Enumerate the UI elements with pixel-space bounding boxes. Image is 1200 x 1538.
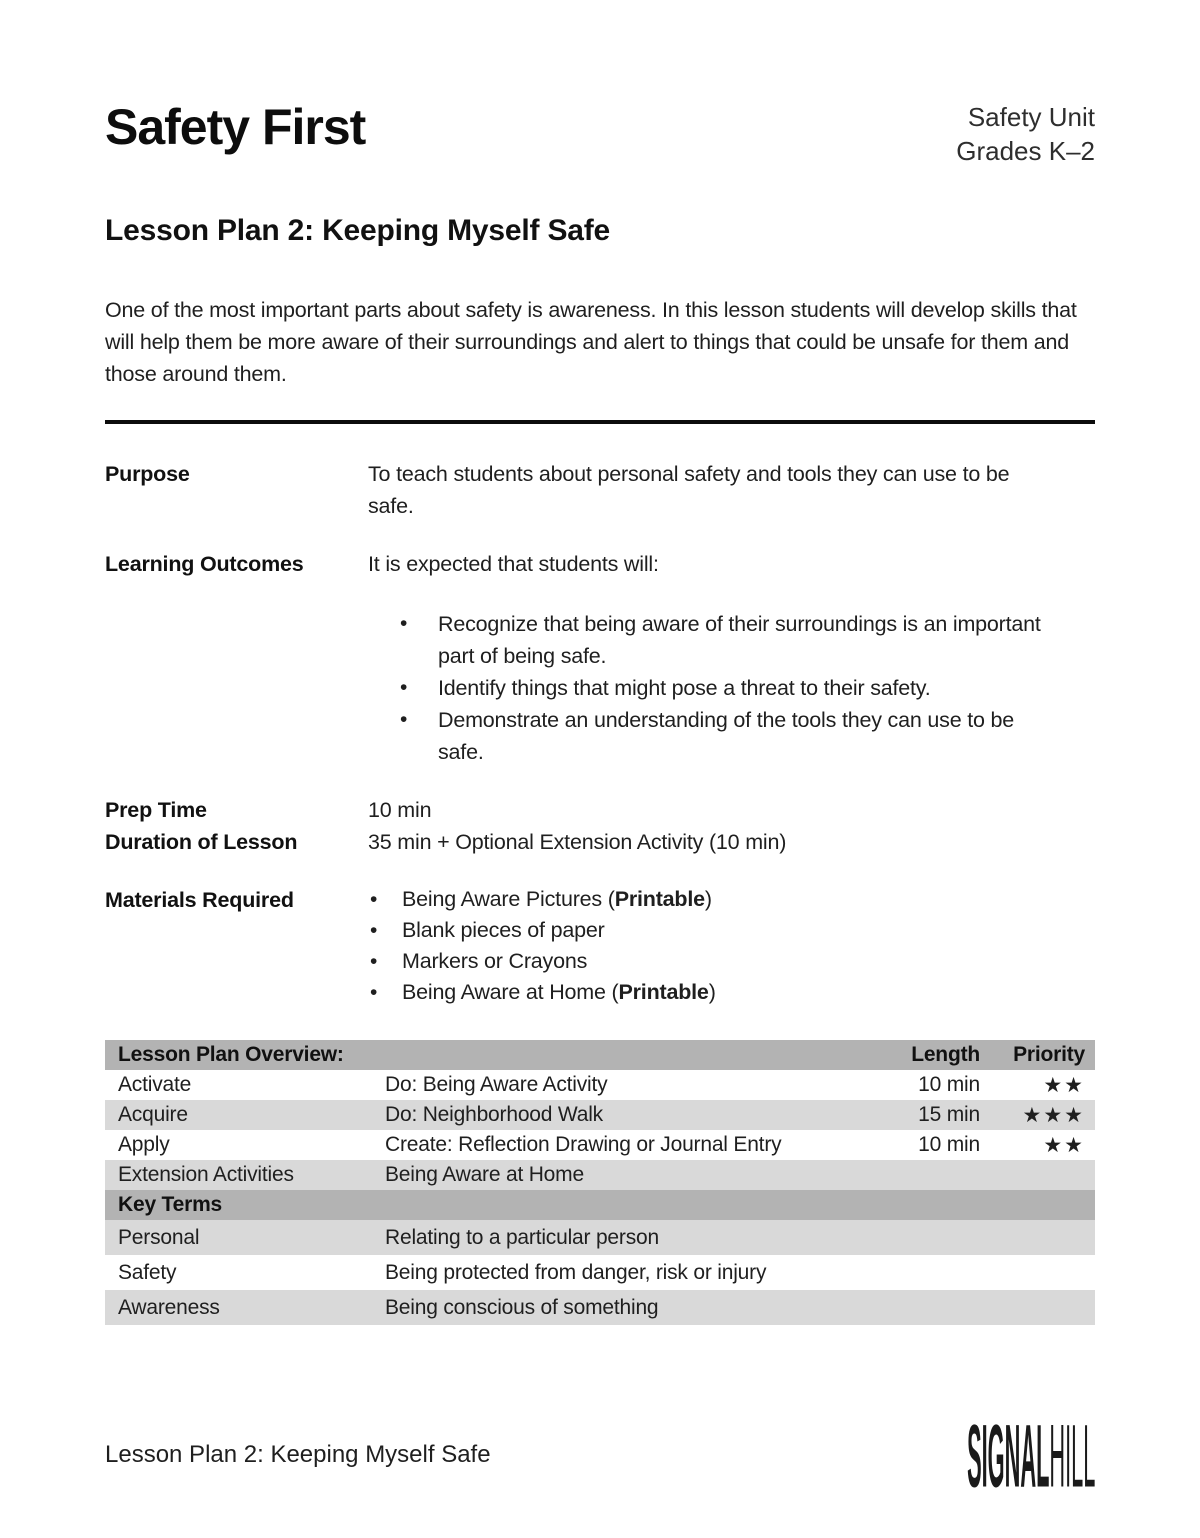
prep-time-row [105,794,1095,826]
materials-row [105,884,1095,1008]
list-item: • Being Aware at Home (Printable) [368,977,1058,1008]
length-header: Length [911,1043,980,1066]
unit-name: Safety Unit [967,102,1095,132]
overview-title: Lesson Plan Overview: [118,1043,344,1066]
purpose-row [105,458,1095,522]
list-item: • Recognize that being aware of their surroundings is an important part of being safe. [400,608,1050,672]
lesson-details [105,458,1095,1008]
page-header [105,100,1095,168]
learning-outcomes-content [368,548,1058,768]
signalhill-logo: SIGNALHILL [966,1405,1095,1505]
key-terms-header-row [105,1190,1095,1220]
priority-stars [980,1160,1095,1190]
prep-time-value: 10 min [368,798,432,822]
page-footer [105,1400,1095,1510]
key-term-row: Awareness Being conscious of something [105,1290,1095,1325]
table-row: Activate Do: Being Aware Activity 10 min ★★ [105,1070,1095,1100]
key-term-row: Safety Being protected from danger, risk or injury [105,1255,1095,1290]
purpose-text: To teach students about personal safety and tools they can use to be safe. [368,462,1010,518]
page-title: Lesson Plan 2: Keeping Myself Safe [105,214,611,247]
brand-logo: Safety First [105,99,366,155]
grade-range: Grades K–2 [956,136,1095,166]
list-item: • Blank pieces of paper [368,915,1058,946]
priority-header: Priority [1013,1043,1085,1066]
overview-header-row [105,1040,1095,1070]
materials-content [368,884,1058,1008]
divider-rule [105,420,1095,424]
lesson-plan-overview-table [105,1040,1095,1325]
intro-paragraph: One of the most important parts about safety is awareness. In this lesson students will develop skills that will help them be more aware of their surroundings and alert to things that could be unsafe for them and those around them. [105,298,1077,386]
table-row: Extension Activities Being Aware at Home [105,1160,1095,1190]
unit-info [956,100,1095,168]
priority-stars: ★★ [1043,1133,1085,1157]
purpose-label: Purpose [105,462,190,486]
duration-label: Duration of Lesson [105,830,298,854]
key-terms-title: Key Terms [118,1193,223,1216]
key-term-row: Personal Relating to a particular person [105,1220,1095,1255]
materials-list [368,884,1058,1008]
priority-stars: ★★★ [1022,1103,1085,1127]
duration-value: 35 min + Optional Extension Activity (10 min) [368,830,787,854]
prep-time-label: Prep Time [105,798,207,822]
list-item: • Demonstrate an understanding of the tools they can use to be safe. [400,704,1050,768]
list-item: • Markers or Crayons [368,946,1058,977]
table-row: Apply Create: Reflection Drawing or Journal Entry 10 min ★★ [105,1130,1095,1160]
duration-row [105,826,1095,858]
priority-stars: ★★ [1043,1073,1085,1097]
footer-title: Lesson Plan 2: Keeping Myself Safe [105,1441,491,1468]
outcomes-intro: It is expected that students will: [368,552,659,576]
learning-outcomes-row [105,548,1095,768]
materials-label: Materials Required [105,888,294,912]
list-item: • Being Aware Pictures (Printable) [368,884,1058,915]
list-item: • Identify things that might pose a threat to their safety. [400,672,1050,704]
table-row: Acquire Do: Neighborhood Walk 15 min ★★★ [105,1100,1095,1130]
outcomes-list [368,608,1050,768]
learning-outcomes-label: Learning Outcomes [105,552,304,576]
